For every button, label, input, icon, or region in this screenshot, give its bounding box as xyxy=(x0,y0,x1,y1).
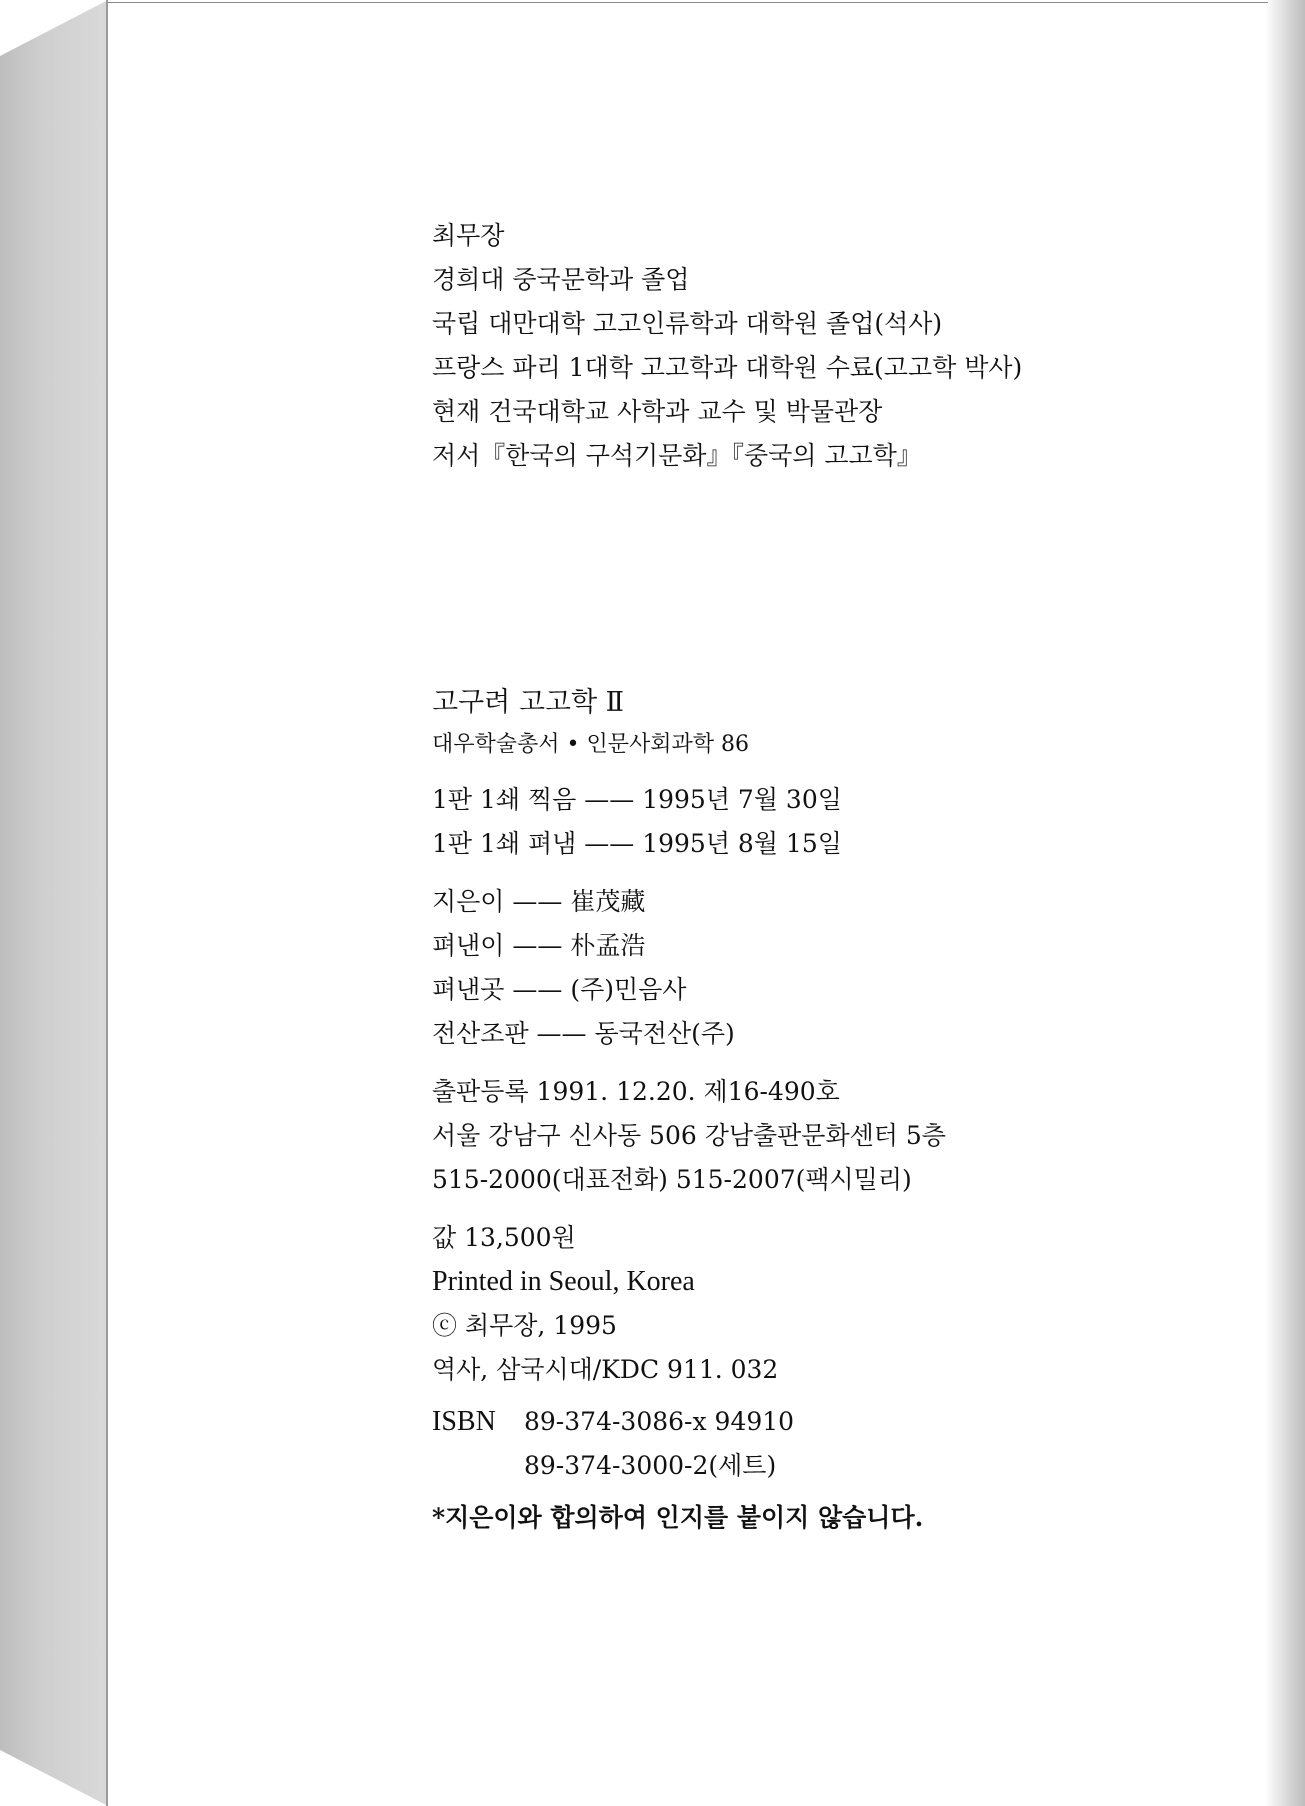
isbn-volume: 89-374-3086-x 94910 xyxy=(524,1407,795,1436)
price: 값 13,500원 xyxy=(432,1223,576,1252)
bio-line: 저서『한국의 구석기문화』『중국의 고고학』 xyxy=(432,441,922,470)
phone-fax: 515-2000(대표전화) 515-2007(팩시밀리) xyxy=(432,1165,912,1194)
author-name: 최무장 xyxy=(432,221,505,250)
book-title: 고구려 고고학 Ⅱ xyxy=(432,687,625,718)
credit-publisher-person: 펴낸이 —— 朴孟浩 xyxy=(432,931,646,960)
printing-date: 1판 1쇄 찍음 —— 1995년 7월 30일 xyxy=(432,785,842,814)
page-edge-shadow xyxy=(1265,0,1305,1806)
bio-line: 경희대 중국문학과 졸업 xyxy=(432,265,690,294)
bio-line: 프랑스 파리 1대학 고고학과 대학원 수료(고고학 박사) xyxy=(432,353,1023,382)
author-bio xyxy=(432,214,1022,478)
stamp-notice: *지은이와 합의하여 인지를 붙이지 않습니다. xyxy=(432,1503,924,1532)
isbn-set: 89-374-3000-2(세트) xyxy=(524,1451,777,1480)
printed-in: Printed in Seoul, Korea xyxy=(432,1266,695,1297)
bio-line: 국립 대만대학 고고인류학과 대학원 졸업(석사) xyxy=(432,309,943,338)
classification: 역사, 삼국시대/KDC 911. 032 xyxy=(432,1355,779,1384)
isbn-label: ISBN xyxy=(432,1406,496,1437)
credit-author: 지은이 —— 崔茂藏 xyxy=(432,887,646,916)
book-spine xyxy=(0,0,108,1806)
address: 서울 강남구 신사동 506 강남출판문화센터 5층 xyxy=(432,1121,946,1150)
isbn-row xyxy=(432,1400,946,1444)
registration: 출판등록 1991. 12.20. 제16-490호 xyxy=(432,1077,840,1106)
credit-publisher: 펴낸곳 —— (주)민음사 xyxy=(432,975,687,1004)
colophon xyxy=(432,680,946,1540)
copyright: ⓒ 최무장, 1995 xyxy=(432,1311,617,1340)
bio-line: 현재 건국대학교 사학과 교수 및 박물관장 xyxy=(432,397,883,426)
credit-typesetting: 전산조판 —— 동국전산(주) xyxy=(432,1019,735,1048)
publish-date: 1판 1쇄 펴냄 —— 1995년 8월 15일 xyxy=(432,829,842,858)
series-name: 대우학술총서 • 인문사회과학 86 xyxy=(432,732,749,757)
